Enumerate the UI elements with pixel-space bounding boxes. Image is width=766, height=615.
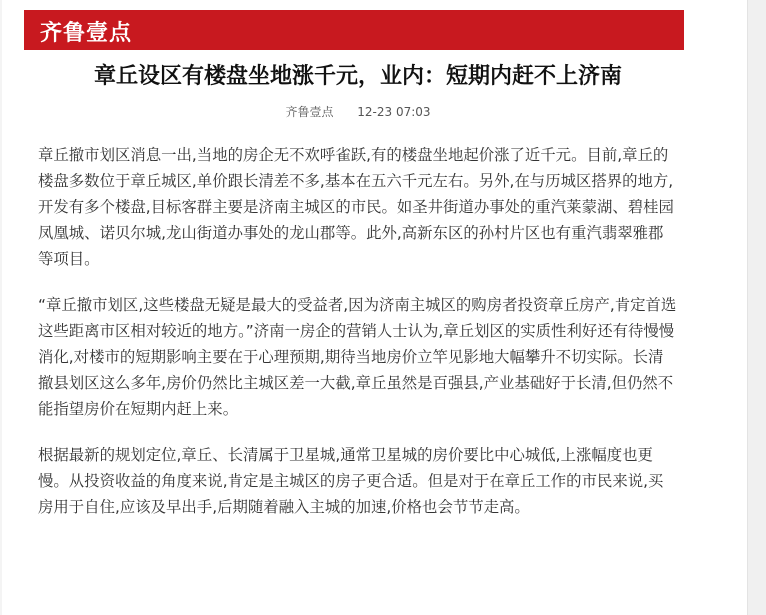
left-divider: [0, 0, 2, 615]
article-meta: [38, 104, 678, 120]
article-title: 章丘设区有楼盘坐地涨千元，业内：短期内赶不上济南: [93, 63, 622, 89]
paragraph: “章丘撤市划区,这些楼盘无疑是最大的受益者,因为济南主城区的购房者投资章丘房产,肯定首选这些距离市区相对较近的地方。”济南一房企的营销人士认为,章丘划区的实质性利好还有待慢慢消化,对楼市的短期影响主要在于心理预期,期待当地房价立竿见影地大幅攀升不切实际。长清撤县划区这么多年,房价仍然比主城区差一大截,章丘虽然是百强县,产业基础好于长清,但仍然不能指望房价在短期内赶上来。: [38, 296, 677, 418]
article-time: 12-23 07:03: [357, 105, 431, 119]
paragraph: 根据最新的规划定位,章丘、长清属于卫星城,通常卫星城的房价要比中心城低,上涨幅度也更慢。从投资收益的角度来说,肯定是主城区的房子更合适。但是对于在章丘工作的市民来说,买房用于自住,应该及早出手,后期随着融入主城的加速,价格也会节节走高。: [38, 446, 664, 516]
site-logo[interactable]: 齐鲁壹点: [40, 21, 133, 46]
paragraph: 章丘撤市划区消息一出,当地的房企无不欢呼雀跃,有的楼盘坐地起价涨了近千元。目前,章丘的楼盘多数位于章丘城区,单价跟长清差不多,基本在五六千元左右。另外,在与历城区搭界的地方,开发有多个楼盘,目标客群主要是济南主城区的市民。如圣井街道办事处的重汽莱蒙湖、碧桂园凤凰城、诺贝尔城,龙山街道办事处的龙山郡等。此外,高新东区的孙村片区也有重汽翡翠雅郡等项目。: [38, 146, 674, 268]
article: [38, 60, 678, 540]
vertical-scrollbar[interactable]: [747, 0, 766, 615]
site-header: [24, 10, 684, 50]
article-body: [38, 142, 678, 520]
article-source[interactable]: 齐鲁壹点: [285, 105, 334, 119]
